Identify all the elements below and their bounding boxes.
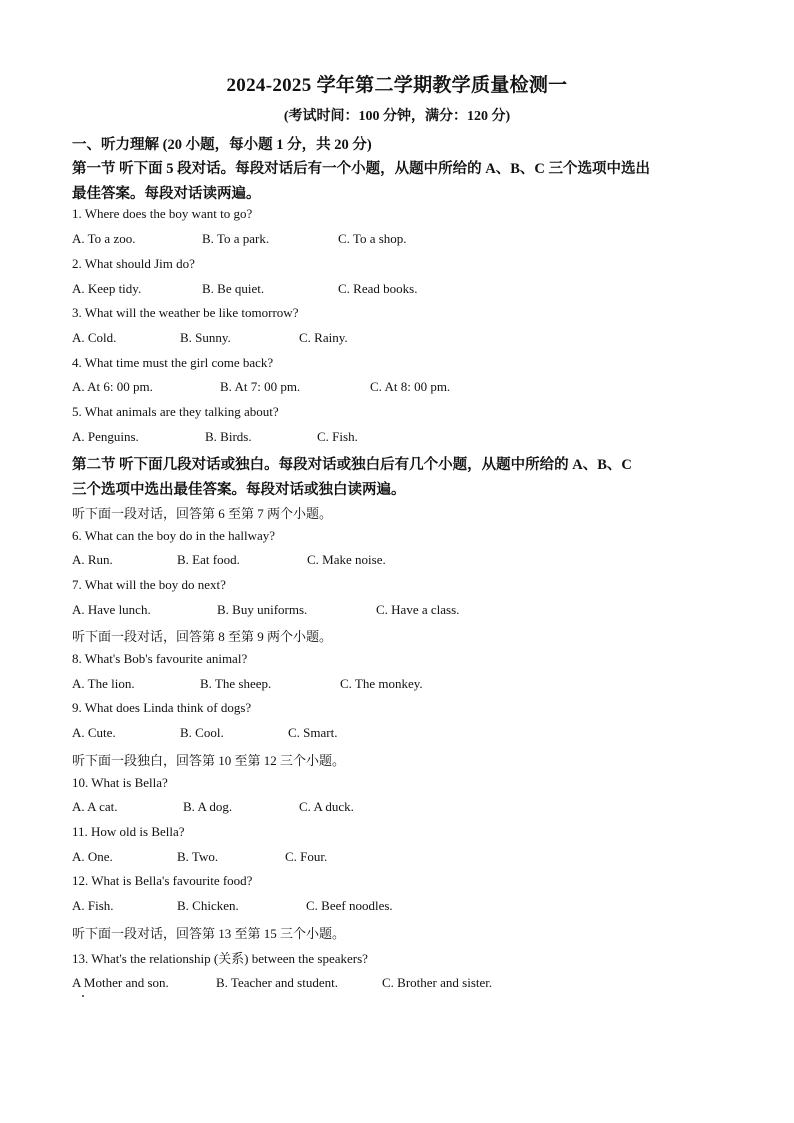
question-7: 7. What will the boy do next?: [72, 577, 226, 592]
q5-option-a: A. Penguins.: [72, 429, 139, 444]
q12-option-a: A. Fish.: [72, 898, 114, 913]
section1-instruction: 第一节 听下面 5 段对话。每段对话后有一个小题，从题中所给的 A、B、C 三个选项中选出: [72, 161, 650, 177]
section1-instruction-cont: 最佳答案。每段对话读两遍。: [72, 186, 261, 202]
q9-option-b: B. Cool.: [180, 725, 224, 740]
exam-subtitle: (考试时间：100 分钟，满分：120 分): [283, 109, 511, 124]
instruction-q13-15: 听下面一段对话，回答第 13 至第 15 三个小题。: [72, 926, 346, 941]
q3-option-a: A. Cold.: [72, 330, 117, 345]
section2-instruction-cont: 三个选项中选出最佳答案。每段对话或独白读两遍。: [72, 482, 406, 498]
question-1: 1. Where does the boy want to go?: [72, 206, 253, 221]
q7-option-b: B. Buy uniforms.: [217, 602, 308, 617]
q12-option-b: B. Chicken.: [177, 898, 239, 913]
instruction-q10-12: 听下面一段独白，回答第 10 至第 12 三个小题。: [72, 753, 346, 768]
q13-option-b: B. Teacher and student.: [216, 975, 338, 990]
q4-option-a: A. At 6: 00 pm.: [72, 379, 153, 394]
q7-option-c: C. Have a class.: [376, 602, 460, 617]
q2-option-a: A. Keep tidy.: [72, 281, 142, 296]
q6-option-c: C. Make noise.: [307, 552, 386, 567]
question-2: 2. What should Jim do?: [72, 256, 195, 271]
q1-option-c: C. To a shop.: [338, 231, 407, 246]
q11-option-c: C. Four.: [285, 849, 328, 864]
question-5: 5. What animals are they talking about?: [72, 404, 279, 419]
q12-option-c: C. Beef noodles.: [306, 898, 393, 913]
q8-option-b: B. The sheep.: [200, 676, 272, 691]
instruction-q8-9: 听下面一段对话，回答第 8 至第 9 两个小题。: [72, 629, 333, 644]
q11-option-b: B. Two.: [177, 849, 219, 864]
question-4: 4. What time must the girl come back?: [72, 355, 274, 370]
q13-option-c: C. Brother and sister.: [382, 975, 493, 990]
q5-option-c: C. Fish.: [317, 429, 358, 444]
exam-title: 2024-2025 学年第二学期教学质量检测一: [226, 75, 568, 96]
q6-option-b: B. Eat food.: [177, 552, 240, 567]
instruction-q6-7: 听下面一段对话，回答第 6 至第 7 两个小题。: [72, 506, 333, 521]
q8-option-a: A. The lion.: [72, 676, 135, 691]
question-9: 9. What does Linda think of dogs?: [72, 700, 252, 715]
q3-option-b: B. Sunny.: [180, 330, 231, 345]
part-heading: 一、听力理解 (20 小题，每小题 1 分，共 20 分): [72, 137, 372, 153]
q5-option-b: B. Birds.: [205, 429, 252, 444]
q1-option-b: B. To a park.: [202, 231, 270, 246]
q13-option-a: A Mother and son.: [72, 975, 169, 990]
q2-option-b: B. Be quiet.: [202, 281, 265, 296]
q4-option-c: C. At 8: 00 pm.: [370, 379, 451, 394]
question-3: 3. What will the weather be like tomorrow?: [72, 305, 299, 320]
q10-option-c: C. A duck.: [299, 799, 354, 814]
q2-option-c: C. Read books.: [338, 281, 418, 296]
question-6: 6. What can the boy do in the hallway?: [72, 528, 276, 543]
q10-option-a: A. A cat.: [72, 799, 118, 814]
q9-option-c: C. Smart.: [288, 725, 338, 740]
q7-option-a: A. Have lunch.: [72, 602, 151, 617]
q6-option-a: A. Run.: [72, 552, 113, 567]
question-11: 11. How old is Bella?: [72, 824, 185, 839]
q10-option-b: B. A dog.: [183, 799, 233, 814]
question-10: 10. What is Bella?: [72, 775, 168, 790]
q9-option-a: A. Cute.: [72, 725, 116, 740]
q3-option-c: C. Rainy.: [299, 330, 348, 345]
section2-instruction: 第二节 听下面几段对话或独白。每段对话或独白后有几个小题，从题中所给的 A、B、C: [72, 457, 632, 473]
q4-option-b: B. At 7: 00 pm.: [220, 379, 301, 394]
question-12: 12. What is Bella's favourite food?: [72, 873, 253, 888]
stray-mark: [82, 995, 84, 997]
question-8: 8. What's Bob's favourite animal?: [72, 651, 248, 666]
q1-option-a: A. To a zoo.: [72, 231, 136, 246]
question-13: 13. What's the relationship (关系) between the speakers?: [72, 951, 368, 966]
q8-option-c: C. The monkey.: [340, 676, 423, 691]
q11-option-a: A. One.: [72, 849, 113, 864]
